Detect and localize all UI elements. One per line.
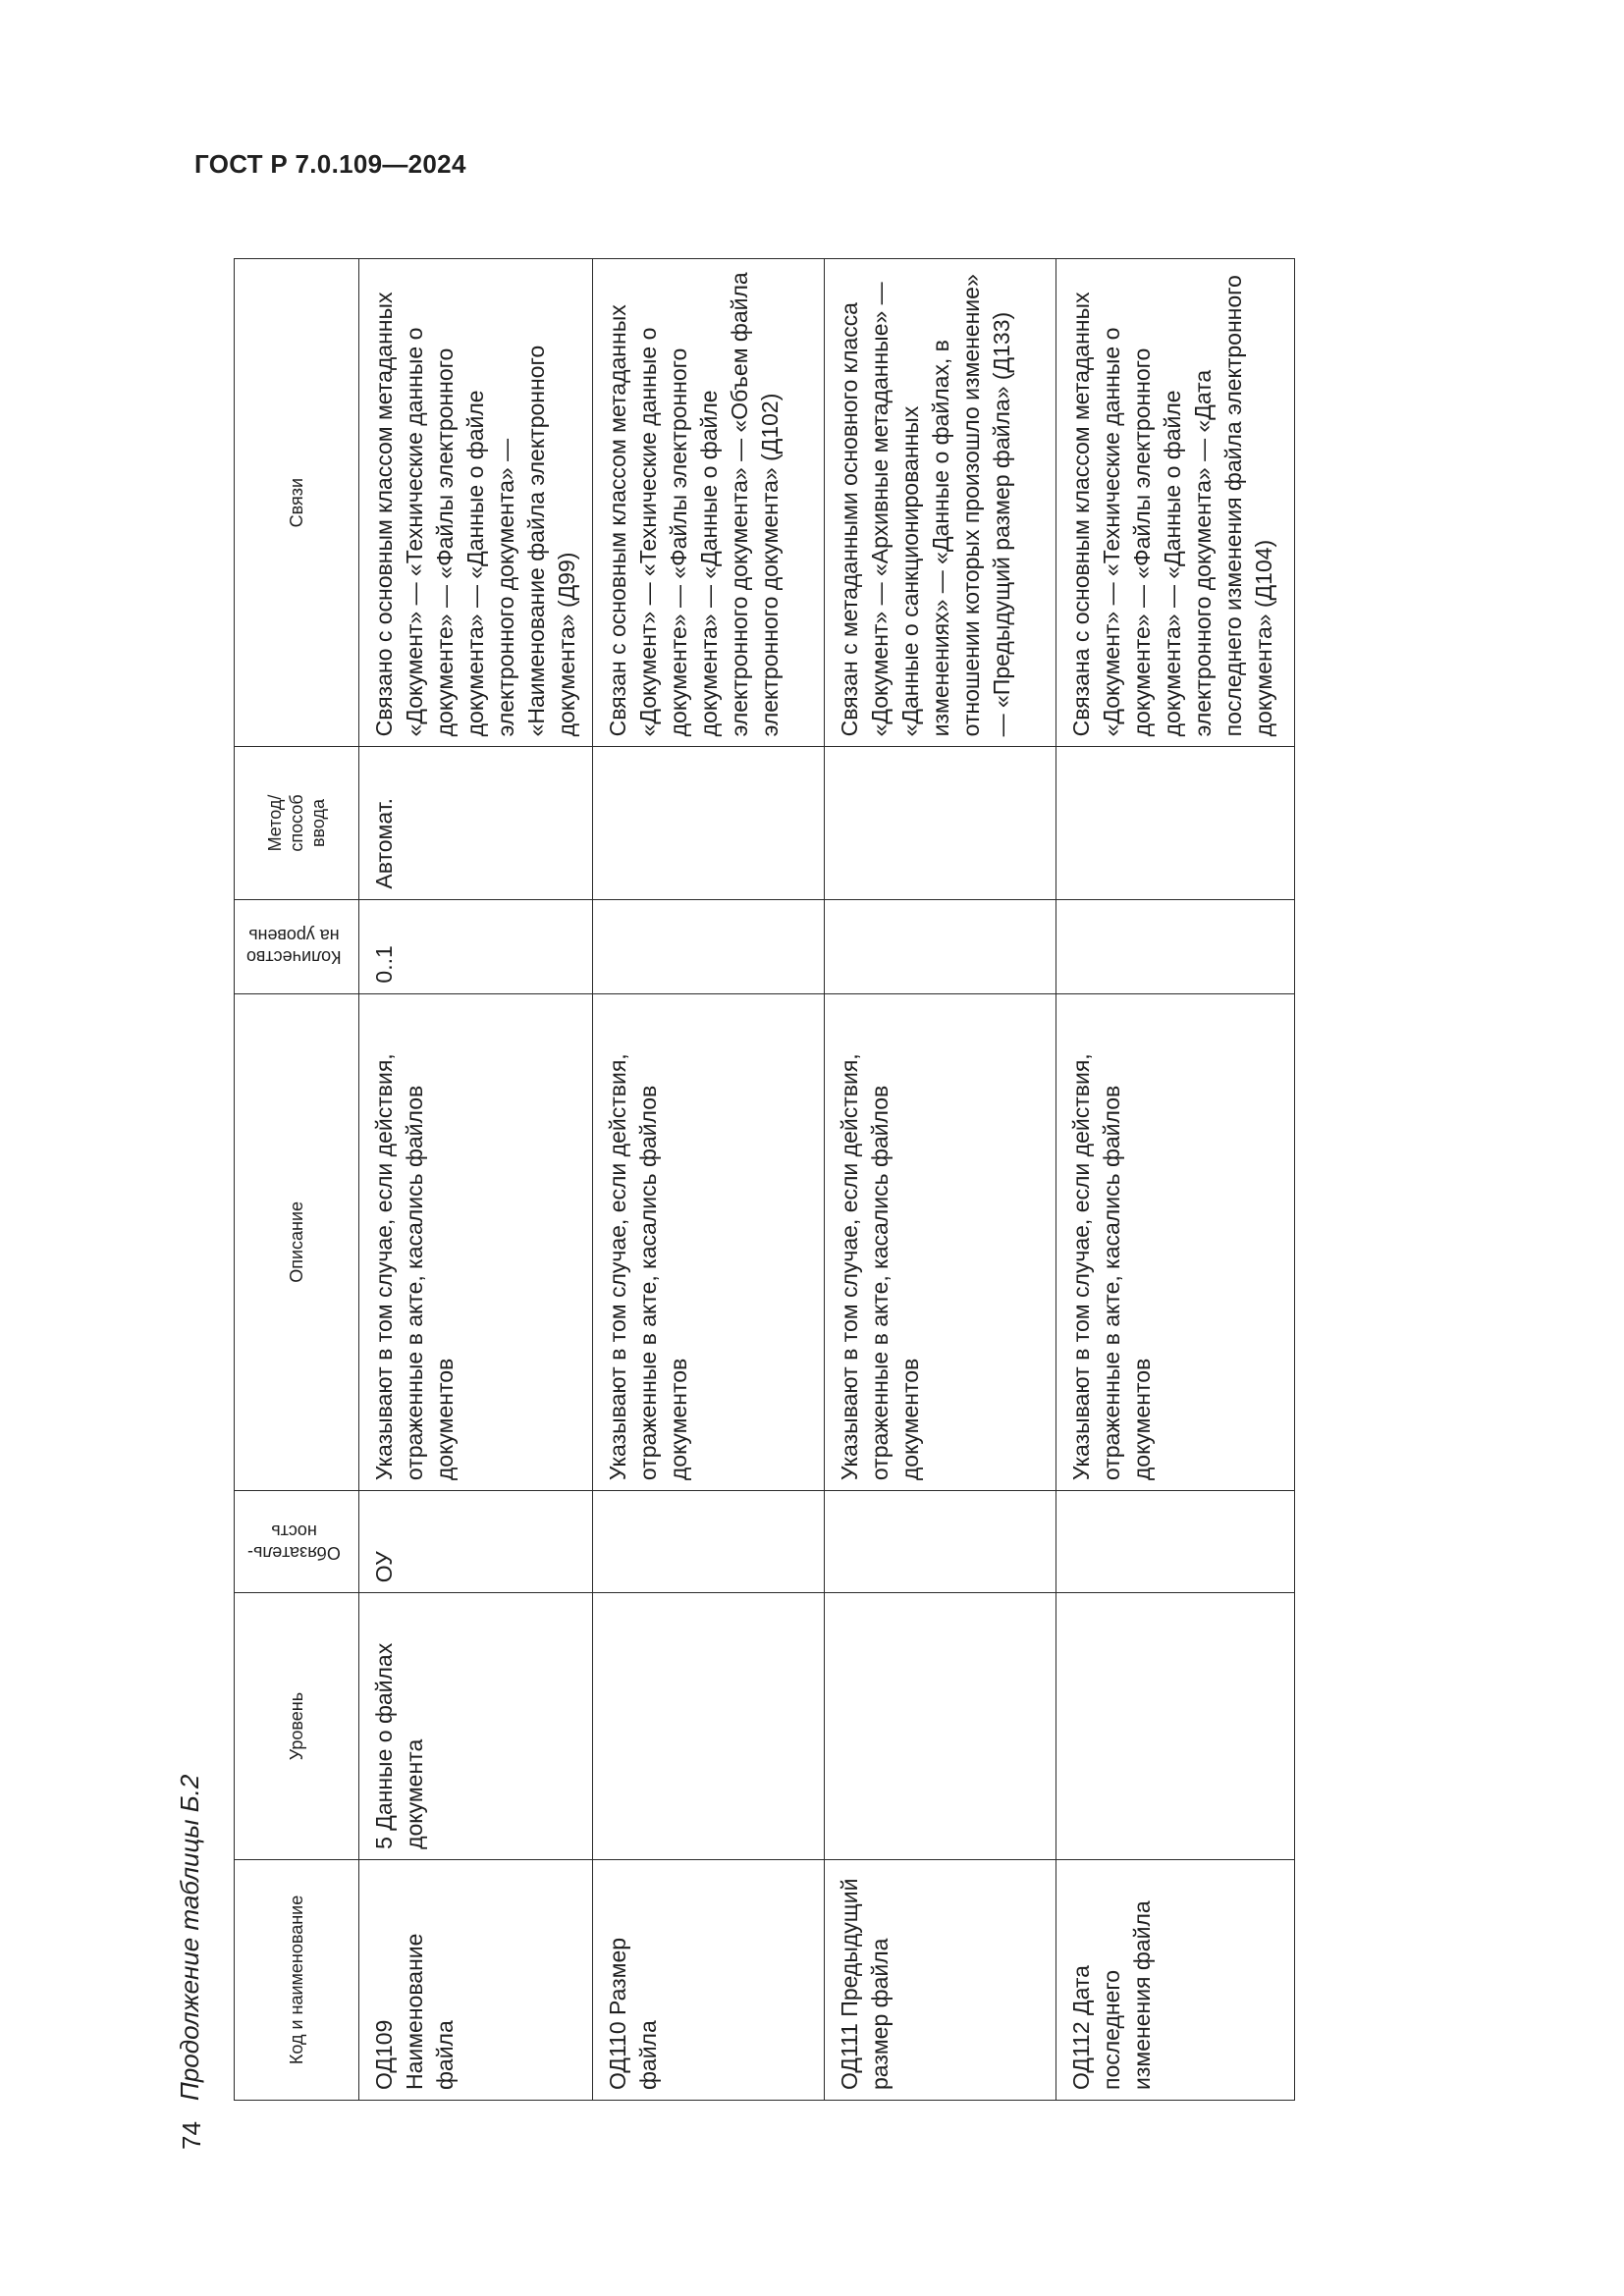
cell-description: Указывают в том случае, если действия, отраженные в акте, касались файлов документов <box>1056 993 1295 1491</box>
cell-code: ОД110 Размер файла <box>593 1859 825 2100</box>
cell-method: Автомат. <box>359 747 593 899</box>
cell-obligation <box>593 1491 825 1593</box>
cell-description: Указывают в том случае, если действия, отраженные в акте, касались файлов документов <box>825 993 1056 1491</box>
cell-links: Связан с основным классом метаданных «Документ» — «Технические данные о документе» — «Файлы электронного документа» — «Данные о файле электронного документа» — «Объем файла электронного документа» (Д102) <box>593 259 825 747</box>
cell-obligation <box>825 1491 1056 1593</box>
rotated-table-page <box>177 226 1276 2150</box>
col-header-description: Описание <box>235 993 359 1491</box>
cell-method <box>825 747 1056 899</box>
cell-count <box>593 899 825 993</box>
cell-obligation: ОУ <box>359 1491 593 1593</box>
cell-count <box>1056 899 1295 993</box>
cell-obligation <box>1056 1491 1295 1593</box>
col-header-count <box>235 899 359 993</box>
cell-level <box>593 1593 825 1860</box>
col-header-obligation <box>235 1491 359 1593</box>
metadata-table <box>234 258 1295 2101</box>
table-row <box>1056 259 1295 2101</box>
cell-level: 5 Данные о файлах документа <box>359 1593 593 1860</box>
cell-method <box>1056 747 1295 899</box>
col-header-level: Уровень <box>235 1593 359 1860</box>
col-header-code: Код и наименование <box>235 1859 359 2100</box>
cell-description: Указывают в том случае, если действия, отраженные в акте, касались файлов документов <box>359 993 593 1491</box>
col-header-obligation-text: Обязатель- ность <box>247 1521 341 1563</box>
cell-links: Связан с метаданными основного класса «Документ» — «Архивные метаданные» — «Данные о санкционированных изменениях» — «Данные о файлах, в отношении которых произошло изменение» — «Предыдущий размер файла» (Д133) <box>825 259 1056 747</box>
cell-links: Связана с основным классом метаданных «Документ» — «Технические данные о документе» — «Файлы электронного документа» — «Данные о файле электронного документа» — «Дата последнего изменения файла электронного документа» (Д104) <box>1056 259 1295 747</box>
page-number: 74 <box>177 2121 206 2150</box>
cell-description: Указывают в том случае, если действия, отраженные в акте, касались файлов документов <box>593 993 825 1491</box>
standard-header: ГОСТ Р 7.0.109—2024 <box>194 149 466 179</box>
col-header-count-text: Количество на уровень <box>246 926 342 968</box>
table-row <box>359 259 593 2101</box>
cell-code: ОД111 Предыдущий размер файла <box>825 1859 1056 2100</box>
cell-method <box>593 747 825 899</box>
table-header-row <box>235 259 359 2101</box>
col-header-links: Связи <box>235 259 359 747</box>
cell-level <box>825 1593 1056 1860</box>
cell-code: ОД112 Дата последнего изменения файла <box>1056 1859 1295 2100</box>
cell-count <box>825 899 1056 993</box>
table-row <box>825 259 1056 2101</box>
cell-level <box>1056 1593 1295 1860</box>
table-row <box>593 259 825 2101</box>
col-header-method: Метод/ способ ввода <box>235 747 359 899</box>
cell-code: ОД109 Наименование файла <box>359 1859 593 2100</box>
cell-count: 0..1 <box>359 899 593 993</box>
cell-links: Связано с основным классом метаданных «Документ» — «Технические данные о документе» — «Файлы электронного документа» — «Данные о файле электронного документа» — «Наименование файла электронного документа» (Д99) <box>359 259 593 747</box>
table-caption: Продолжение таблицы Б.2 <box>175 1774 204 2101</box>
